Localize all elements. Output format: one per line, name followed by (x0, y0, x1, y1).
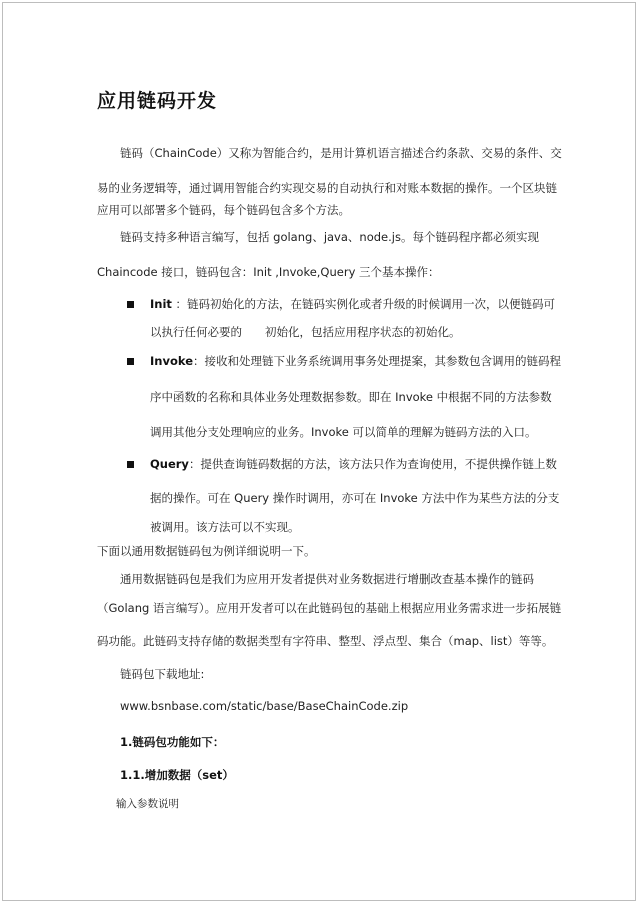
download-label: 链码包下载地址: (120, 667, 205, 681)
section-heading-1-1: 1.1.增加数据（set） (120, 768, 234, 782)
lang-line-2: Chaincode 接口，链码包含：Init ,Invoke,Query 三个基本操作： (97, 265, 440, 279)
invoke-line-1 (150, 353, 561, 369)
init-line-1 (150, 296, 555, 312)
input-params-label: 输入参数说明 (116, 798, 179, 810)
query-line-2: 据的操作。可在 Query 操作时调用，亦可在 Invoke 方法中作为某些方法的分支 (150, 491, 560, 505)
invoke-line-3: 调用其他分支处理响应的业务。Invoke 可以简单的理解为链码方法的入口。 (150, 425, 537, 439)
query-desc: ：提供查询链码数据的方法，该方法只作为查询使用，不提供操作链上数 (188, 457, 557, 471)
init-desc: ：链码初始化的方法，在链码实例化或者升级的时候调用一次，以便链码可 (171, 297, 556, 311)
document-title: 应用链码开发 (97, 90, 218, 112)
init-term: Init (150, 297, 172, 311)
download-url-link[interactable]: www.bsnbase.com/static/base/BaseChainCode.zip (120, 699, 409, 713)
intro-line-2: 易的业务逻辑等，通过调用智能合约实现交易的自动执行和对账本数据的操作。一个区块链 (97, 181, 557, 195)
query-line-1 (150, 456, 557, 472)
example-intro: 下面以通用数据链码包为例详细说明一下。 (97, 544, 316, 558)
query-term: Query (150, 457, 189, 471)
init-line-2: 以执行任何必要的 初始化，包括应用程序状态的初始化。 (150, 325, 461, 339)
invoke-term: Invoke (150, 354, 194, 368)
invoke-desc: ：接收和处理链下业务系统调用事务处理提案，其参数包含调用的链码程 (193, 354, 562, 368)
general-line-3: 码功能。此链码支持存储的数据类型有字符串、整型、浮点型、集合（map、list）等等。 (97, 634, 554, 648)
query-line-3: 被调用。该方法可以不实现。 (150, 520, 300, 534)
lang-line-1: 链码支持多种语言编写，包括 golang、java、node.js。每个链码程序都必须实现 (120, 230, 539, 244)
invoke-line-2: 序中函数的名称和具体业务处理数据参数。即在 Invoke 中根据不同的方法参数 (150, 390, 552, 404)
general-line-1: 通用数据链码包是我们为应用开发者提供对业务数据进行增删改查基本操作的链码 (120, 572, 534, 586)
bullet-icon (127, 358, 134, 365)
section-heading-1: 1.链码包功能如下： (120, 735, 225, 749)
general-line-2: （Golang 语言编写）。应用开发者可以在此链码包的基础上根据应用业务需求进一步拓展链 (97, 601, 562, 615)
bullet-icon (127, 301, 134, 308)
bullet-icon (127, 461, 134, 468)
intro-line-3: 应用可以部署多个链码，每个链码包含多个方法。 (97, 203, 350, 217)
intro-line-1: 链码（ChainCode）又称为智能合约，是用计算机语言描述合约条款、交易的条件、交 (120, 146, 562, 160)
page-border (2, 2, 636, 901)
